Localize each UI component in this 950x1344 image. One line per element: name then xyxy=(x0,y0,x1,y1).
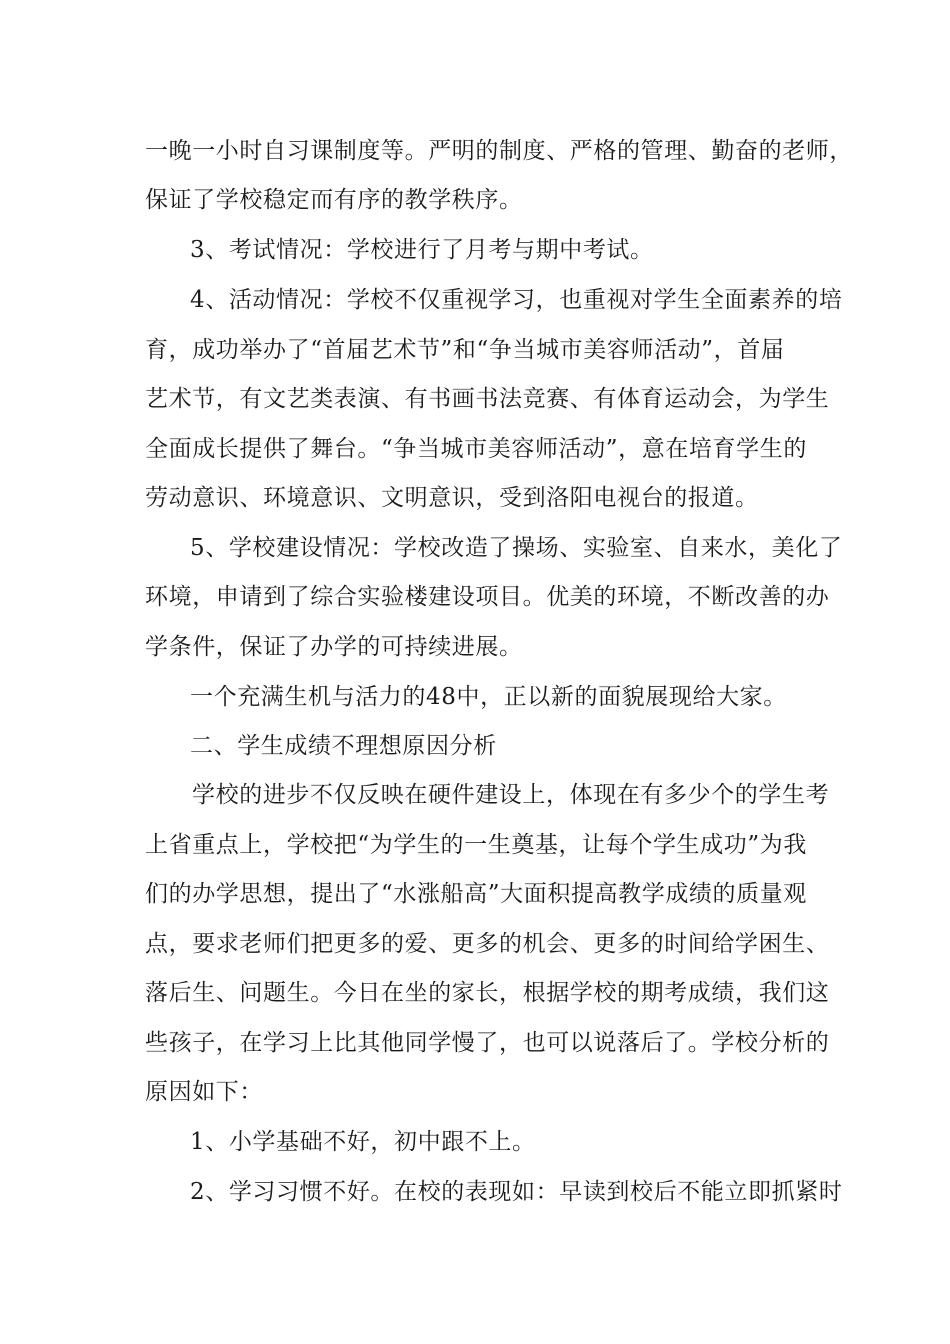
text-line-7: 全面成长提供了舞台。“争当城市美容师活动”，意在培育学生的 xyxy=(145,436,807,462)
text-line-4: 4、活动情况：学校不仅重视学习，也重视对学生全面素养的培 xyxy=(190,287,843,313)
text-line-22: 2、学习习惯不好。在校的表现如：早读到校后不能立即抓紧时 xyxy=(190,1179,843,1205)
text-line-10: 环境，申请到了综合实验楼建设项目。优美的环境，不断改善的办 xyxy=(145,584,830,610)
text-line-3: 3、考试情况：学校进行了月考与期中考试。 xyxy=(190,237,654,263)
text-line-17: 点，要求老师们把更多的爱、更多的机会、更多的时间给学困生、 xyxy=(145,931,830,957)
section-heading: 二、学生成绩不理想原因分析 xyxy=(190,733,497,759)
text-line-16: 们的办学思想，提出了“水涨船高”大面积提高教学成绩的质量观 xyxy=(145,881,807,907)
text-line-2: 保证了学校稳定而有序的教学秩序。 xyxy=(145,187,523,213)
text-line-14: 学校的进步不仅反映在硬件建设上，体现在有多少个的学生考 xyxy=(192,782,830,808)
text-line-9: 5、学校建设情况：学校改造了操场、实验室、自来水，美化了 xyxy=(190,535,843,561)
text-line-5: 育，成功举办了“首届艺术节”和“争当城市美容师活动”，首届 xyxy=(145,337,785,363)
text-line-15: 上省重点上，学校把“为学生的一生奠基，让每个学生成功”为我 xyxy=(145,832,807,858)
text-line-8: 劳动意识、环境意识、文明意识，受到洛阳电视台的报道。 xyxy=(145,485,759,511)
text-line-21: 1、小学基础不好，初中跟不上。 xyxy=(190,1129,536,1155)
text-line-19: 些孩子，在学习上比其他同学慢了，也可以说落后了。学校分析的 xyxy=(145,1030,830,1056)
text-line-1: 一晚一小时自习课制度等。严明的制度、严格的管理、勤奋的老师， xyxy=(145,138,853,164)
text-line-20: 原因如下： xyxy=(145,1079,263,1105)
text-line-11: 学条件，保证了办学的可持续进展。 xyxy=(145,634,523,660)
text-line-12: 一个充满生机与活力的48中，正以新的面貌展现给大家。 xyxy=(190,684,787,710)
text-line-18: 落后生、问题生。今日在坐的家长，根据学校的期考成绩，我们这 xyxy=(145,980,830,1006)
text-line-6: 艺术节，有文艺类表演、有书画书法竞赛、有体育运动会，为学生 xyxy=(145,386,830,412)
